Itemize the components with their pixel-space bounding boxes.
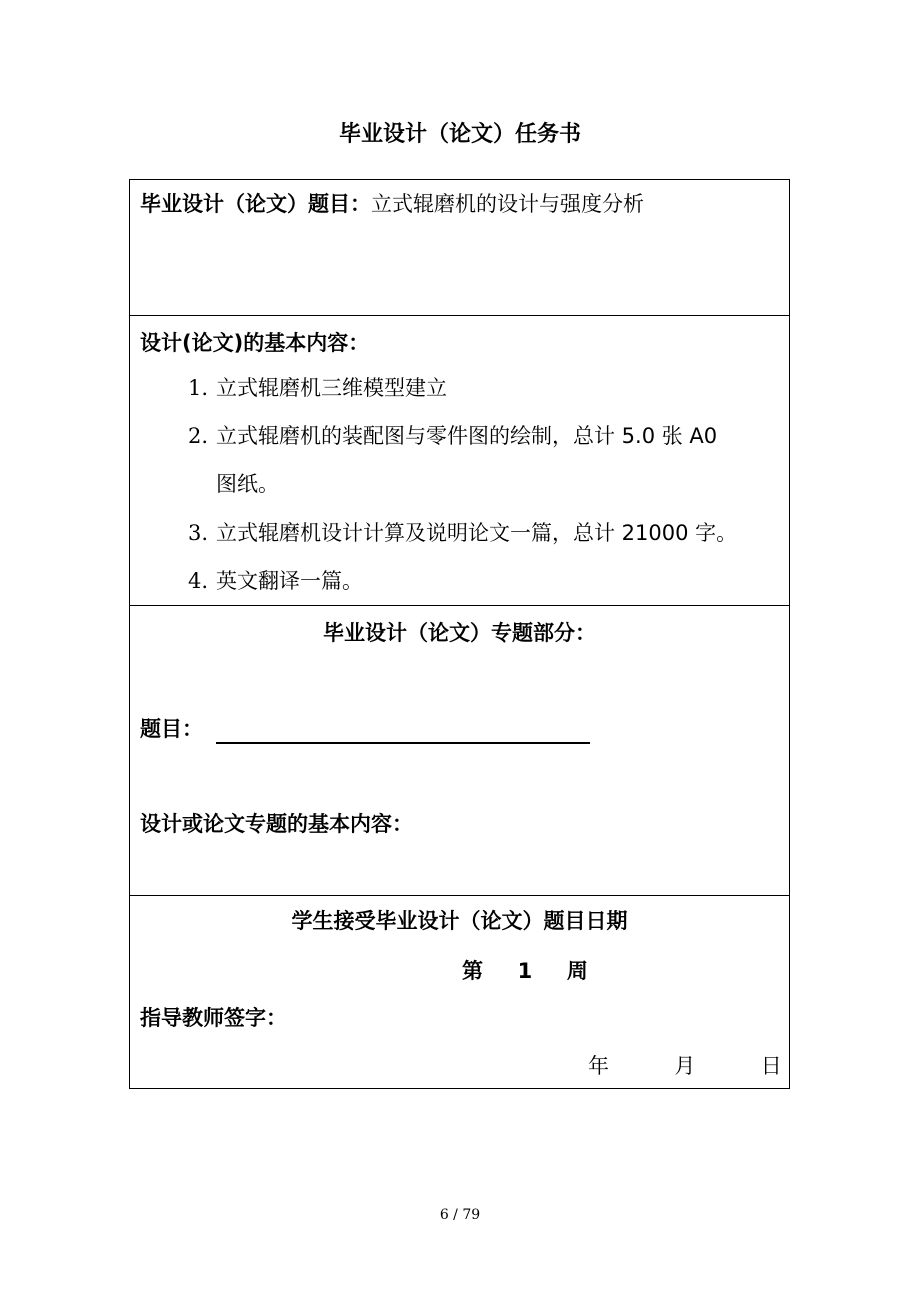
document-title: 毕业设计（论文）任务书 [338, 122, 581, 147]
item-text: 英文翻译一篇。 [216, 569, 363, 593]
item-text: 立式辊磨机设计计算及说明论文一篇，总计 21000 字。 [216, 521, 738, 545]
month-label: 月 [674, 1054, 696, 1078]
item-number: 4. [188, 569, 209, 593]
content-item-1 [188, 373, 447, 403]
item-number: 1. [188, 376, 209, 400]
special-subject-label: 题目： [140, 717, 203, 741]
item-text: 立式辊磨机的装配图与零件图的绘制，总计 5.0 张 A0 [216, 424, 718, 448]
advisor-signature-label: 指导教师签字： [140, 1006, 287, 1030]
content-item-2 [188, 421, 717, 451]
accept-date-label: 学生接受毕业设计（论文）题目日期 [291, 909, 628, 933]
week-suffix: 周 [566, 959, 588, 983]
topic-line [140, 189, 644, 219]
content-section [130, 315, 789, 605]
special-content-label: 设计或论文专题的基本内容： [140, 812, 413, 836]
content-label: 设计(论文)的基本内容： [140, 331, 370, 355]
signature-date-row [588, 1051, 782, 1081]
year-label: 年 [588, 1054, 609, 1078]
content-item-3 [188, 518, 737, 548]
content-item-2-continuation [216, 469, 279, 499]
task-table [129, 179, 790, 1089]
topic-value: 立式辊磨机的设计与强度分析 [371, 192, 644, 216]
content-item-4 [188, 566, 363, 596]
acceptance-section [130, 895, 789, 1088]
item-number: 3. [188, 521, 209, 545]
week-row [462, 956, 588, 986]
item-text-continuation: 图纸。 [216, 472, 279, 496]
week-number: 1 [517, 959, 533, 983]
week-prefix: 第 [462, 959, 483, 983]
day-label: 日 [760, 1054, 782, 1078]
page-number: 6 / 79 [439, 1207, 481, 1223]
special-title: 毕业设计（论文）专题部分： [323, 621, 596, 645]
topic-section [130, 180, 789, 315]
topic-label: 毕业设计（论文）题目： [140, 192, 371, 216]
item-text: 立式辊磨机三维模型建立 [216, 376, 447, 400]
subject-underline [216, 742, 590, 744]
special-section [130, 605, 789, 895]
item-number: 2. [188, 424, 209, 448]
